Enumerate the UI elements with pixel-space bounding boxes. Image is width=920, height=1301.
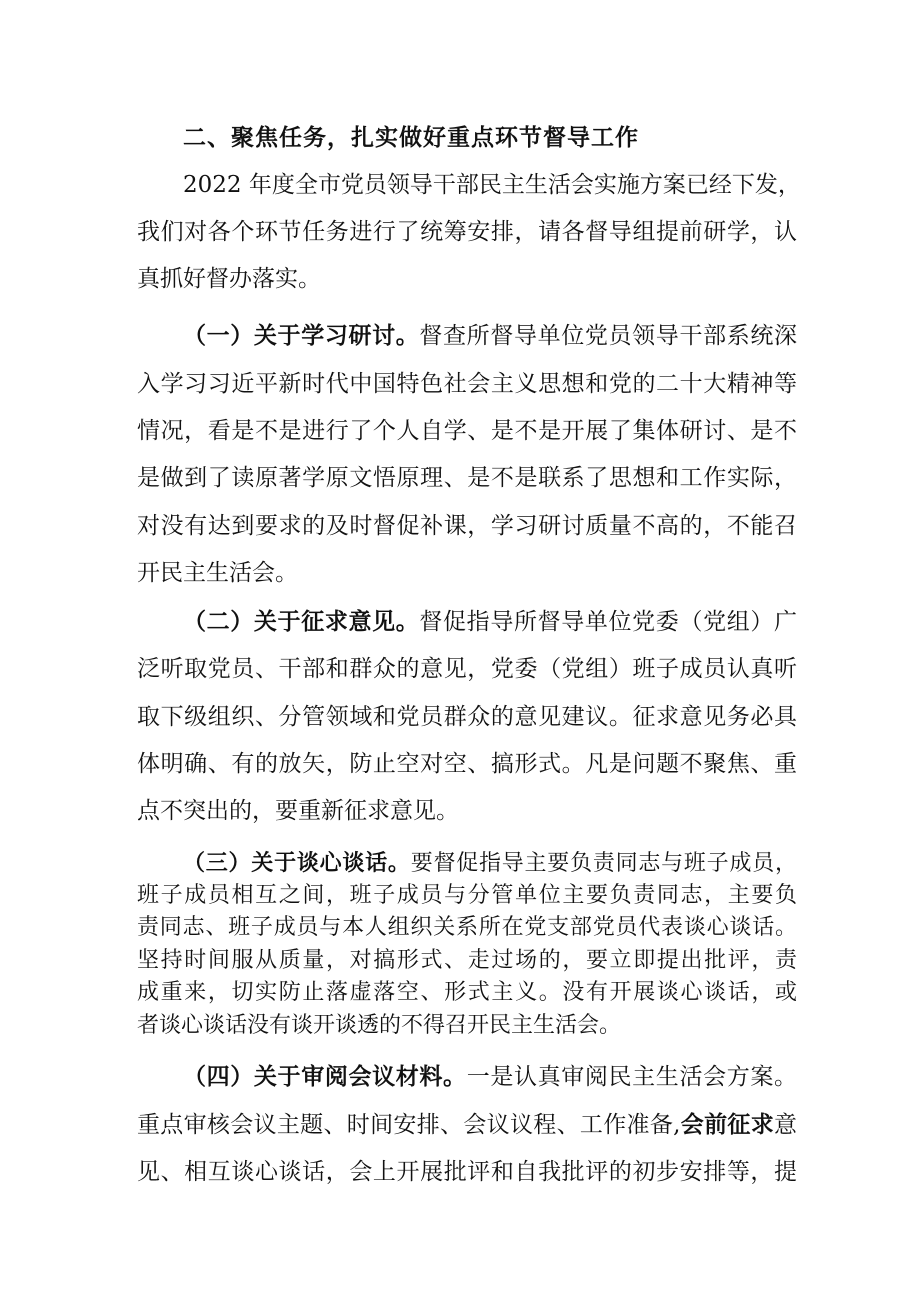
item1-first-line-text: 督查所督导单位党员领导干部系统深 [419,323,798,349]
item1-line-3: 情况，看是不是进行了个人自学、是不是开展了集体研讨、是不 [137,418,797,444]
item3-line-6: 者谈心谈话没有谈开谈透的不得召开民主生活会。 [137,1013,622,1038]
intro-line-1: 2022 年度全市党员领导干部民主生活会实施方案已经下发， [183,172,801,198]
item4-line-2-post: 意 [774,1112,798,1138]
item4-line-2 [137,1110,797,1140]
intro-line-2: 我们对各个环节任务进行了统筹安排，请各督导组提前研学，认 [137,219,797,245]
item1-line-4: 是做到了读原著学原文悟原理、是不是联系了思想和工作实际， [137,465,797,491]
item4-first-line [183,1062,797,1092]
item4-title: （四）关于审阅会议材料。 [183,1063,467,1090]
item2-first-line-text: 督促指导所督导单位党委（党组）广 [419,609,798,635]
item4-line-2-pre: 重点审核会议主题、时间安排、会议议程、工作准备, [137,1112,681,1138]
item1-line-5: 对没有达到要求的及时督促补课，学习研讨质量不高的，不能召 [137,513,797,539]
item1-first-line [183,321,797,351]
item3-first-line [183,848,797,879]
item3-line-4: 坚持时间服从质量，对搞形式、走过场的，要立即提出批评，责 [137,948,797,973]
item2-line-2: 泛听取党员、干部和群众的意见，党委（党组）班子成员认真听 [137,656,797,682]
item3-first-line-text: 要督促指导主要负责同志与班子成员， [410,851,797,876]
item2-first-line [183,607,797,637]
item1-title: （一）关于学习研讨。 [183,322,420,349]
item4-line-2-bold: 会前征求 [680,1111,775,1138]
section-heading: 二、聚焦任务，扎实做好重点环节督导工作 [183,124,639,151]
item3-title: （三）关于谈心谈话。 [183,850,411,876]
item3-line-3: 责同志、班子成员与本人组织关系所在党支部党员代表谈心谈话。 [137,915,797,940]
item3-line-5: 成重来，切实防止落虚落空、形式主义。没有开展谈心谈话，或 [137,980,797,1005]
intro-line-3: 真抓好督办落实。 [137,266,321,292]
item1-line-6: 开民主生活会。 [137,560,298,586]
item2-line-3: 取下级组织、分管领域和党员群众的意见建议。征求意见务必具 [137,704,797,730]
item1-line-2: 入学习习近平新时代中国特色社会主义思想和党的二十大精神等 [137,371,797,397]
item2-line-5: 点不突出的，要重新征求意见。 [137,798,459,824]
item2-line-4: 体明确、有的放矢，防止空对空、搞形式。凡是问题不聚焦、重 [137,751,797,777]
item4-line-3: 见、相互谈心谈话，会上开展批评和自我批评的初步安排等，提 [137,1159,797,1185]
item4-first-line-text: 一是认真审阅民主生活会方案。 [466,1064,798,1090]
item3-line-2: 班子成员相互之间，班子成员与分管单位主要负责同志，主要负 [137,883,797,908]
item2-title: （二）关于征求意见。 [183,608,420,635]
